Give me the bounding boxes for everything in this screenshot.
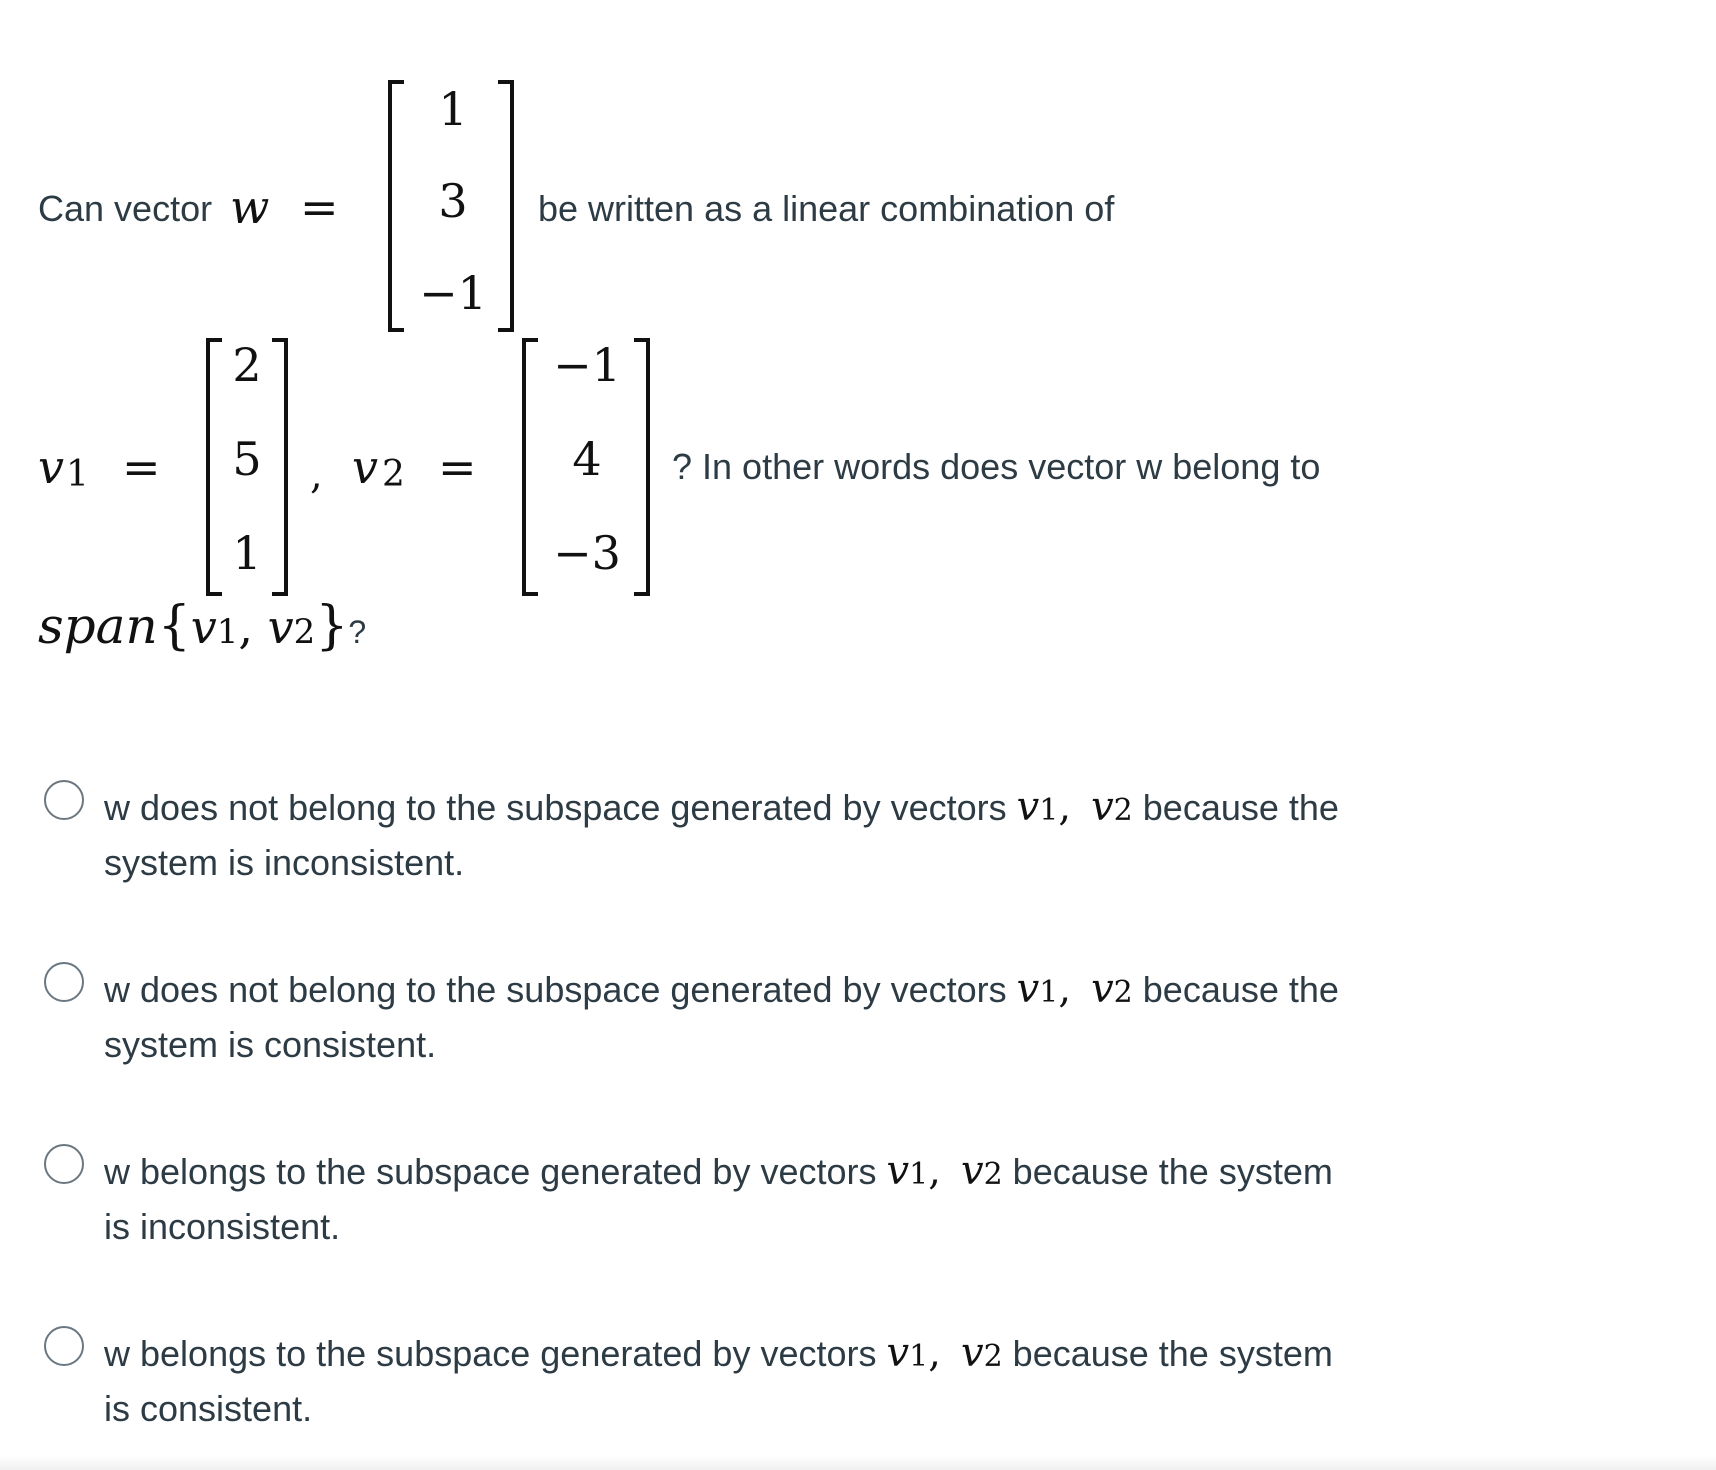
vec-v2-symbol: v	[960, 1330, 984, 1376]
vec-v1-subscript: 1	[909, 1339, 929, 1374]
option-3-line-1	[104, 1148, 1333, 1194]
vec-v1-symbol: v	[1016, 966, 1040, 1012]
span-v1-symbol: v	[190, 600, 217, 654]
option-2-line-1	[104, 966, 1339, 1012]
vec-v1-symbol: v	[886, 1330, 910, 1376]
w-right-bracket	[498, 80, 514, 332]
option-text-end: because the system	[1012, 1333, 1333, 1374]
v1-entry-2: 5	[232, 432, 262, 486]
vec-comma: ,	[1058, 784, 1072, 830]
vec-comma: ,	[928, 1148, 941, 1194]
option-3-line-2: is inconsistent.	[104, 1206, 341, 1247]
vec-v2-subscript: 2	[1113, 793, 1133, 828]
v2-entry-3: −3	[553, 526, 621, 580]
radio-option-1[interactable]	[44, 780, 84, 820]
vec-v2-subscript: 2	[983, 1157, 1003, 1192]
radio-option-4[interactable]	[44, 1326, 84, 1366]
vec-v2-symbol: v	[1091, 966, 1114, 1012]
v2-left-bracket	[522, 338, 538, 596]
question-intro: Can vector	[38, 188, 213, 229]
option-text: w does not belong to the subspace generated by vectors	[104, 969, 1007, 1010]
w-left-bracket	[388, 80, 404, 332]
vec-v1-subscript: 1	[909, 1157, 929, 1192]
span-v2-symbol: v	[267, 600, 294, 654]
radio-option-3[interactable]	[44, 1144, 84, 1184]
option-text-end: because the	[1142, 787, 1339, 828]
span-open-brace: {	[157, 596, 191, 656]
vec-v2-symbol: v	[960, 1148, 984, 1194]
v2-symbol: v	[352, 440, 378, 494]
vec-v1-symbol: v	[1016, 784, 1040, 830]
vec-v2-subscript: 2	[1113, 975, 1133, 1010]
span-expression	[38, 596, 366, 656]
equals-sign: =	[438, 440, 477, 494]
radio-option-2[interactable]	[44, 962, 84, 1002]
w-entry-1: 1	[438, 82, 468, 136]
w-symbol: w	[230, 180, 270, 234]
v1-left-bracket	[206, 338, 222, 596]
option-text-end: because the system	[1012, 1151, 1333, 1192]
question-after-v2: ? In other words does vector w belong to	[672, 446, 1321, 487]
v1-symbol: v	[38, 440, 64, 494]
v1-right-bracket	[272, 338, 288, 596]
w-entry-3: −1	[419, 266, 487, 320]
span-v1-subscript: 1	[216, 612, 239, 652]
bottom-edge-shade	[0, 1456, 1716, 1470]
comma-separator: ,	[310, 452, 323, 498]
vec-v2-symbol: v	[1091, 784, 1114, 830]
option-text-end: because the	[1142, 969, 1339, 1010]
v1-subscript: 1	[66, 454, 89, 495]
span-close-brace: }	[315, 596, 349, 656]
question-after-w: be written as a linear combination of	[538, 188, 1115, 229]
span-word: span	[38, 597, 158, 655]
vec-comma: ,	[1058, 966, 1072, 1012]
option-text: w belongs to the subspace generated by vectors	[104, 1151, 877, 1192]
span-question-mark: ?	[348, 614, 367, 650]
option-4-line-1	[104, 1330, 1333, 1376]
option-4-line-2: is consistent.	[104, 1388, 313, 1429]
v1-entry-3: 1	[232, 526, 262, 580]
option-2-line-2: system is consistent.	[104, 1024, 437, 1065]
v1-entry-1: 2	[232, 338, 262, 392]
v2-entry-1: −1	[553, 338, 621, 392]
equals-sign: =	[122, 440, 161, 494]
v2-subscript: 2	[382, 454, 405, 495]
vec-v1-symbol: v	[886, 1148, 910, 1194]
span-v2-subscript: 2	[293, 612, 316, 652]
vec-v1-subscript: 1	[1039, 975, 1059, 1010]
option-1-line-2: system is inconsistent.	[104, 842, 465, 883]
v2-entry-2: 4	[572, 432, 602, 486]
option-text: w belongs to the subspace generated by vectors	[104, 1333, 877, 1374]
equals-sign: =	[300, 180, 339, 234]
v2-right-bracket	[634, 338, 650, 596]
vec-comma: ,	[928, 1330, 941, 1376]
vec-v2-subscript: 2	[983, 1339, 1003, 1374]
option-text: w does not belong to the subspace generated by vectors	[104, 787, 1007, 828]
vec-v1-subscript: 1	[1039, 793, 1059, 828]
option-1-line-1	[104, 784, 1339, 830]
span-comma: ,	[238, 600, 254, 654]
w-entry-2: 3	[438, 174, 468, 228]
